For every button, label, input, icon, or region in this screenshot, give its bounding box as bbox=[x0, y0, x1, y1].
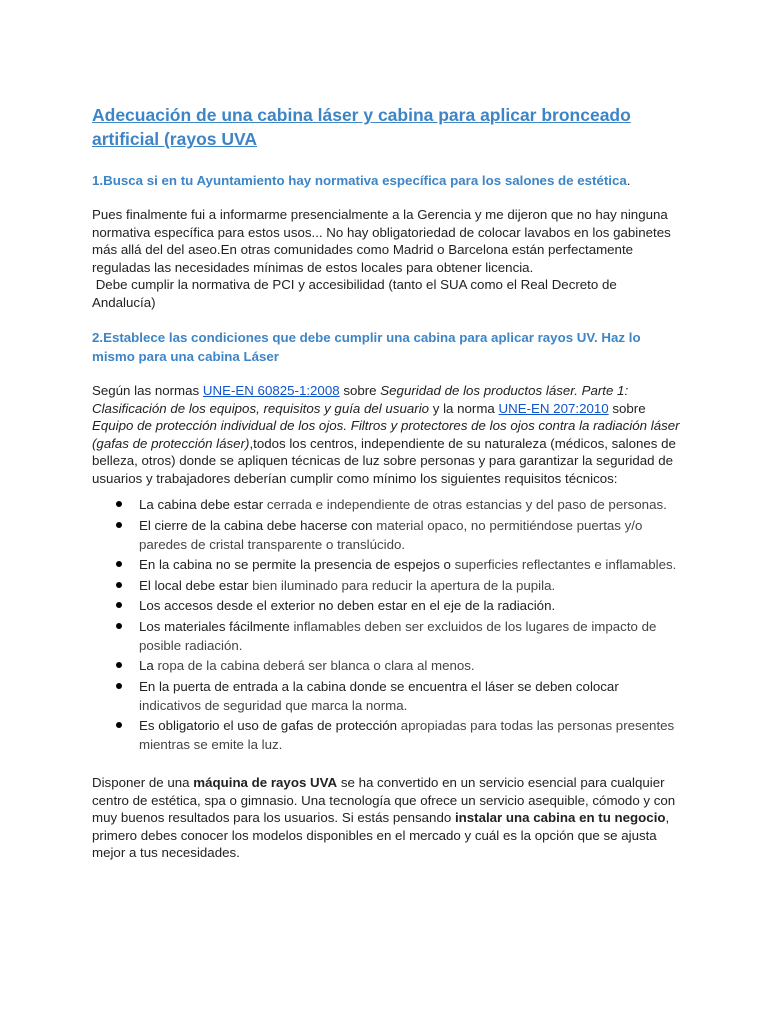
intro-text-1: Según las normas bbox=[92, 383, 203, 398]
list-item-text: En la puerta de entrada a la cabina donde se encuentra el láser se deben colocar bbox=[139, 678, 619, 694]
bullet-icon bbox=[116, 501, 122, 507]
list-item bbox=[92, 576, 682, 595]
list-item bbox=[92, 677, 682, 715]
intro-text-2: sobre bbox=[339, 383, 381, 398]
section1-body bbox=[92, 206, 682, 311]
closing-text-1: Disponer de una bbox=[92, 775, 194, 790]
list-item bbox=[92, 555, 682, 574]
list-item-text: La bbox=[139, 658, 158, 673]
bullet-icon bbox=[116, 561, 122, 567]
intro-text-5: ,todos los centros, independiente de su naturaleza (médicos, salones de belleza, otros) donde se apliquen técnicas de luz sobre personas y para garantizar la seguridad de usuarios y trabajadores deberían cumplir como mínimo los siguientes requisitos técnicos: bbox=[92, 435, 676, 486]
bullet-icon bbox=[116, 683, 122, 689]
section2-intro bbox=[92, 382, 682, 487]
section1-heading-period: . bbox=[626, 173, 631, 188]
list-item-text: Los materiales fácilmente bbox=[139, 618, 294, 634]
link-une-en-207[interactable]: UNE-EN 207:2010 bbox=[498, 400, 609, 416]
closing-paragraph bbox=[92, 774, 682, 862]
list-item-text-soft: inflamables deben ser excluidos de los lugares de impacto de posible radiación. bbox=[139, 618, 657, 653]
list-item bbox=[92, 516, 682, 554]
intro-italic-2: Equipo de protección individual de los ojos. Filtros y protectores de los ojos contra la radiación láser (gafas de protección láser) bbox=[92, 418, 680, 451]
bullet-icon bbox=[116, 522, 122, 528]
bullet-icon bbox=[116, 623, 122, 629]
list-item bbox=[92, 596, 682, 615]
list-item-text: La cabina debe estar bbox=[139, 497, 267, 512]
document-page bbox=[92, 103, 682, 862]
list-item-text: Los accesos desde el exterior no deben estar en el eje de la radiación. bbox=[139, 598, 556, 613]
closing-text-2: se ha convertido en un servicio esencial para cualquier centro de estética, spa o gimnasio. Una tecnología que ofrece un servicio asequible, cómodo y con muy buenos resultados para los usuarios. Si estás pensando bbox=[92, 775, 676, 825]
list-item-text: El local debe estar bbox=[139, 577, 253, 593]
intro-italic-1: Seguridad de los productos láser. Parte 1: Clasificación de los equipos, requisitos y guía del usuario bbox=[92, 383, 629, 416]
bullet-icon bbox=[116, 582, 122, 588]
list-item bbox=[92, 617, 682, 655]
list-item-text-soft: ropa de la cabina deberá ser blanca o clara al menos. bbox=[157, 658, 475, 673]
intro-text-3: y la norma bbox=[429, 400, 499, 416]
section1-heading-text: 1.Busca si en tu Ayuntamiento hay normativa específica para los salones de estética bbox=[92, 173, 627, 188]
bullet-icon bbox=[116, 662, 122, 668]
list-item-text-soft: cerrada e independiente de otras estancias y del paso de personas. bbox=[266, 497, 667, 512]
list-item-text-soft: material opaco, no permitiéndose puertas y/o paredes de cristal transparente o translúcido. bbox=[139, 517, 643, 552]
document-title: Adecuación de una cabina láser y cabina para aplicar bronceado artificial (rayos UVA bbox=[92, 105, 631, 149]
section1-paragraph-2: Debe cumplir la normativa de PCI y accesibilidad (tanto el SUA como el Real Decreto de Andalucía) bbox=[92, 277, 620, 310]
list-item-text-soft: superficies reflectantes e inflamables. bbox=[454, 557, 677, 572]
list-item-text-soft: bien iluminado para reducir la apertura de la pupila. bbox=[252, 577, 556, 593]
list-item bbox=[92, 495, 682, 514]
list-item-text: Es obligatorio el uso de gafas de protección bbox=[139, 718, 401, 733]
list-item bbox=[92, 656, 682, 675]
bullet-icon bbox=[116, 602, 122, 608]
list-item-text: En la cabina no se permite la presencia de espejos o bbox=[139, 557, 455, 572]
intro-text-4: sobre bbox=[608, 400, 646, 416]
link-une-en-60825[interactable]: UNE-EN 60825-1:2008 bbox=[202, 383, 340, 398]
list-item-text: El cierre de la cabina debe hacerse con bbox=[139, 517, 377, 533]
section1-heading bbox=[92, 171, 682, 190]
list-item-text-soft: apropiadas para todas las personas presentes mientras se emite la luz. bbox=[139, 718, 675, 752]
closing-bold-2: instalar una cabina en tu negocio bbox=[454, 810, 666, 825]
requirements-list bbox=[92, 495, 682, 754]
section1-paragraph-1: Pues finalmente fui a informarme presencialmente a la Gerencia y me dijeron que no hay ninguna normativa específica para estos usos... No hay obligatoriedad de colocar lavabos en los gabinetes más allá del del aseo.En otras comunidades como Madrid o Barcelona están perfectamente reguladas las necesidades mínimas de estos locales para obtener licencia. bbox=[92, 207, 671, 275]
list-item bbox=[92, 716, 682, 754]
list-item-text-soft: indicativos de seguridad que marca la norma. bbox=[139, 697, 408, 713]
section2-heading: 2.Establece las condiciones que debe cumplir una cabina para aplicar rayos UV. Haz lo mismo para una cabina Láser bbox=[92, 330, 641, 364]
closing-bold-1: máquina de rayos UVA bbox=[193, 775, 338, 790]
closing-text-3: , primero debes conocer los modelos disponibles en el mercado y cuál es la opción que se ajusta mejor a tus necesidades. bbox=[92, 810, 670, 860]
bullet-icon bbox=[116, 722, 122, 728]
